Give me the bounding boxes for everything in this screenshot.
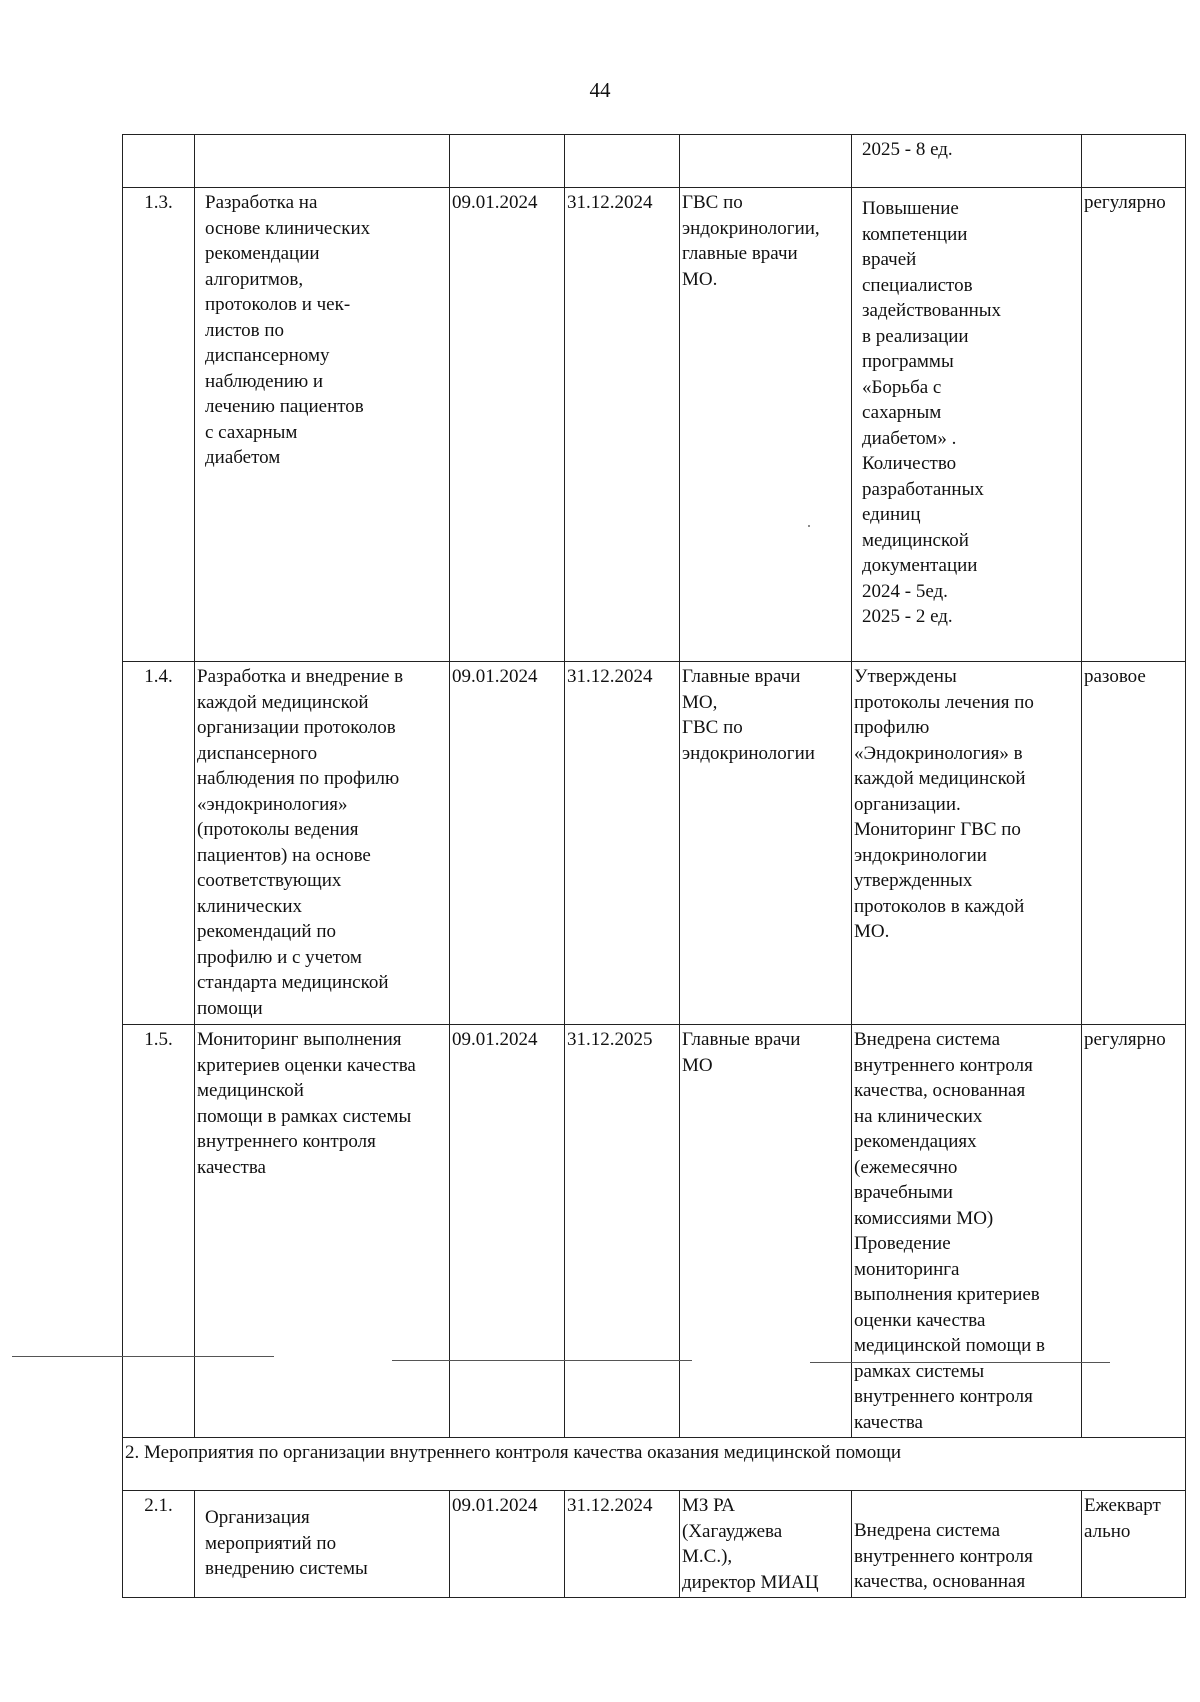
start-date-cell: 09.01.2024	[450, 662, 565, 1025]
end-date-cell	[565, 135, 680, 188]
table-row-1-5	[123, 1025, 1186, 1438]
section-heading-row	[123, 1438, 1186, 1491]
result-cell: Повышение компетенции врачей специалистов задействованных в реализации программы «Борьба с сахарным диабетом» . Количество разработанных единиц медицинской документации 2024 - 5ед. 2025 - 2 ед.	[852, 188, 1082, 662]
start-date-cell: 09.01.2024	[450, 188, 565, 662]
responsible-cell: Главные врачи МО, ГВС по эндокринологии	[680, 662, 852, 1025]
row-number: 1.3.	[123, 188, 195, 662]
page-number: 44	[589, 78, 611, 102]
frequency-cell	[1082, 135, 1186, 188]
activity-cell: Организация мероприятий по внедрению системы	[195, 1491, 450, 1598]
row-number: 1.5.	[123, 1025, 195, 1438]
end-date-cell: 31.12.2024	[565, 1491, 680, 1598]
scan-artifact-line	[810, 1362, 1110, 1363]
table-row-continuation	[123, 135, 1186, 188]
responsible-cell	[680, 135, 852, 188]
activity-cell: Разработка и внедрение в каждой медицинской организации протоколов диспансерного наблюдения по профилю «эндокринология» (протоколы ведения пациентов) на основе соответствующих клинических рекомендаций по профилю и с учетом стандарта медицинской помощи	[195, 662, 450, 1025]
scan-artifact-line	[12, 1356, 274, 1357]
responsible-cell: МЗ РА (Хагауджева М.С.), директор МИАЦ	[680, 1491, 852, 1598]
frequency-cell: Ежекварт ально	[1082, 1491, 1186, 1598]
end-date-cell: 31.12.2024	[565, 662, 680, 1025]
start-date-cell: 09.01.2024	[450, 1025, 565, 1438]
row-number: 2.1.	[123, 1491, 195, 1598]
result-cell: Внедрена система внутреннего контроля качества, основанная на клинических рекомендациях (ежемесячно врачебными комиссиями МО) Проведение мониторинга выполнения критериев оценки качества медицинской помощи в рамках системы внутреннего контроля качества	[852, 1025, 1082, 1438]
frequency-cell: регулярно	[1082, 188, 1186, 662]
activity-cell: Мониторинг выполнения критериев оценки качества медицинской помощи в рамках системы внутреннего контроля качества	[195, 1025, 450, 1438]
scan-artifact-dot	[808, 525, 810, 527]
table-row-1-3	[123, 188, 1186, 662]
end-date-cell: 31.12.2025	[565, 1025, 680, 1438]
activity-plan-table	[122, 134, 1186, 1598]
row-number	[123, 135, 195, 188]
start-date-cell	[450, 135, 565, 188]
table-row-1-4	[123, 662, 1186, 1025]
responsible-cell: ГВС по эндокринологии, главные врачи МО.	[680, 188, 852, 662]
activity-cell	[195, 135, 450, 188]
table-row-2-1	[123, 1491, 1186, 1598]
result-cell: Утверждены протоколы лечения по профилю «Эндокринология» в каждой медицинской организации. Мониторинг ГВС по эндокринологии утвержденных протоколов в каждой МО.	[852, 662, 1082, 1025]
row-number: 1.4.	[123, 662, 195, 1025]
start-date-cell: 09.01.2024	[450, 1491, 565, 1598]
section-2-title: 2. Мероприятия по организации внутреннего контроля качества оказания медицинской помощи	[123, 1438, 1186, 1491]
frequency-cell: регулярно	[1082, 1025, 1186, 1438]
result-cell: Внедрена система внутреннего контроля качества, основанная	[852, 1491, 1082, 1598]
result-cell: 2025 - 8 ед.	[852, 135, 1082, 188]
scan-artifact-line	[392, 1360, 692, 1361]
responsible-cell: Главные врачи МО	[680, 1025, 852, 1438]
activity-cell: Разработка на основе клинических рекомендации алгоритмов, протоколов и чек- листов по диспансерному наблюдению и лечению пациентов с сахарным диабетом	[195, 188, 450, 662]
frequency-cell: разовое	[1082, 662, 1186, 1025]
end-date-cell: 31.12.2024	[565, 188, 680, 662]
